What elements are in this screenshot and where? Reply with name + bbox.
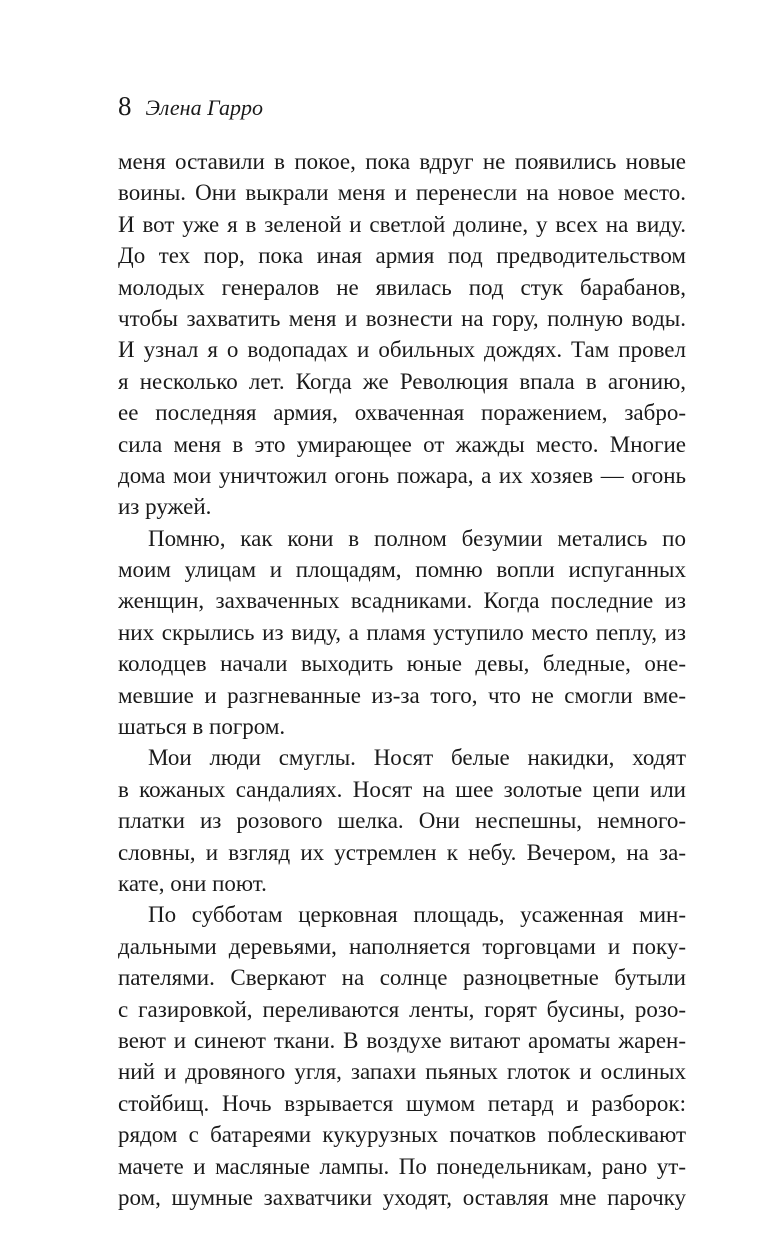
text-line: с газировкой, переливаются ленты, горят бусины, розо- (118, 996, 686, 1022)
text-line: кате, они поют. (118, 870, 267, 896)
running-header (118, 86, 263, 126)
text-line: мевшие и разгневанные из-за того, что не смогли вме- (118, 682, 686, 708)
text-line: веют и синеют ткани. В воздухе витают ароматы жарен- (118, 1027, 686, 1053)
text-line: Помню, как кони в полном безумии метались по (148, 525, 686, 551)
text-line: меня оставили в покое, пока вдруг не появились новые (118, 149, 686, 174)
text-line: рядом с батареями кукурузных початков поблескивают (118, 1122, 686, 1148)
page-number: 8 (118, 91, 132, 121)
text-line: стойбищ. Ночь взрывается шумом петард и разборок: (118, 1090, 686, 1116)
text-line: До тех пор, пока иная армия под предводительством (118, 243, 686, 269)
paragraph (118, 523, 686, 743)
paragraph (118, 146, 686, 523)
text-line: колодцев начали выходить юные девы, бледные, оне- (118, 651, 686, 677)
text-line: платки из розового шелка. Они неспешны, немного- (118, 808, 686, 834)
text-line: ее последняя армия, охваченная поражением, забро- (118, 400, 686, 426)
body-text (118, 146, 686, 1213)
text-line: И узнал я о водопадах и обильных дождях. Там провел (118, 337, 686, 363)
text-line: ний и дровяного угля, запахи пьяных глоток и ослиных (118, 1059, 686, 1085)
text-line: я несколько лет. Когда же Революция впала в агонию, (118, 368, 686, 394)
text-line: из ружей. (118, 494, 212, 520)
text-line: в кожаных сандалиях. Носят на шее золотые цепи или (118, 776, 686, 802)
text-line: словны, и взгляд их устремлен к небу. Вечером, на за- (118, 839, 686, 865)
text-line: дальными деревьями, наполняется торговцами и поку- (118, 933, 686, 959)
text-line: чтобы захватить меня и вознести на гору, полную воды. (118, 305, 686, 331)
text-line: шаться в погром. (118, 714, 286, 740)
text-line: воины. Они выкрали меня и перенесли на новое место. (118, 180, 686, 206)
text-line: Мои люди смуглы. Носят белые накидки, ходят (148, 745, 686, 771)
text-line: сила меня в это умирающее от жажды место. Многие (118, 431, 686, 457)
text-line: них скрылись из виду, а пламя уступило место пеплу, из (118, 619, 686, 645)
text-line: молодых генералов не явилась под стук барабанов, (118, 274, 686, 300)
text-line: мачете и масляные лампы. По понедельникам, рано ут- (118, 1153, 686, 1179)
paragraph (118, 899, 686, 1213)
text-line: моим улицам и площадям, помню вопли испуганных (118, 557, 686, 583)
text-line: ром, шумные захватчики уходят, оставляя мне парочку (118, 1184, 686, 1210)
header-author-name: Элена Гарро (145, 95, 264, 120)
text-line: И вот уже я в зеленой и светлой долине, у всех на виду. (118, 211, 686, 237)
text-line: дома мои уничтожил огонь пожара, а их хозяев — огонь (118, 462, 686, 488)
paragraph (118, 742, 686, 899)
text-line: пателями. Сверкают на солнце разноцветные бутыли (118, 965, 686, 991)
text-line: По субботам церковная площадь, усаженная мин- (148, 902, 686, 928)
text-line: женщин, захваченных всадниками. Когда последние из (118, 588, 686, 614)
